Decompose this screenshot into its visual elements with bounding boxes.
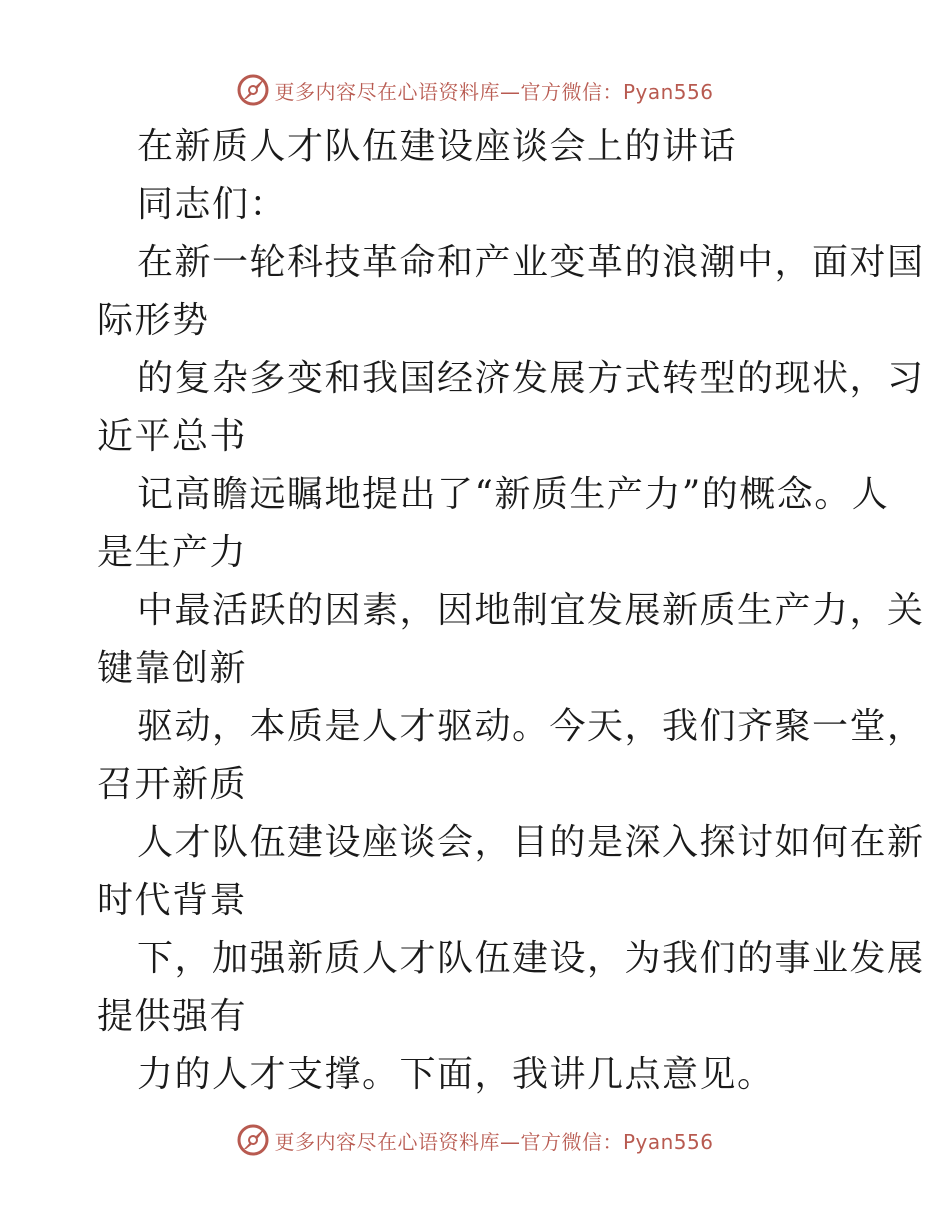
text-line: 召开新质 <box>97 764 248 805</box>
footer-banner <box>0 1120 950 1160</box>
text-line: 键靠创新 <box>97 648 248 689</box>
text-line: 驱动，本质是人才驱动。今天，我们齐聚一堂， <box>137 706 925 747</box>
text-line: 近平总书 <box>97 416 248 457</box>
text-line: 人才队伍建设座谈会，目的是深入探讨如何在新 <box>137 822 925 863</box>
promo-text: 更多内容尽在心语资料库—官方微信：Pyan556 <box>274 79 714 104</box>
document-title: 在新质人才队伍建设座谈会上的讲话 <box>137 126 738 167</box>
text-line: 时代背景 <box>97 880 248 921</box>
text-line: 的复杂多变和我国经济发展方式转型的现状，习 <box>137 358 925 399</box>
header-banner <box>0 70 950 110</box>
greeting: 同志们： <box>137 184 288 225</box>
feather-circle-logo-icon <box>236 73 270 107</box>
text-line: 在新一轮科技革命和产业变革的浪潮中，面对国 <box>137 242 925 283</box>
text-line: 际形势 <box>97 300 210 341</box>
text-line: 记高瞻远瞩地提出了“新质生产力”的概念。人 <box>137 474 890 515</box>
feather-circle-logo-icon <box>236 1123 270 1157</box>
text-line: 下，加强新质人才队伍建设，为我们的事业发展 <box>137 938 925 979</box>
text-line: 中最活跃的因素，因地制宜发展新质生产力，关 <box>137 590 925 631</box>
document-body <box>97 118 925 1104</box>
text-line: 提供强有 <box>97 996 248 1037</box>
text-line: 力的人才支撑。下面，我讲几点意见。 <box>137 1054 775 1095</box>
text-line: 是生产力 <box>97 532 248 573</box>
promo-text: 更多内容尽在心语资料库—官方微信：Pyan556 <box>274 1129 714 1154</box>
